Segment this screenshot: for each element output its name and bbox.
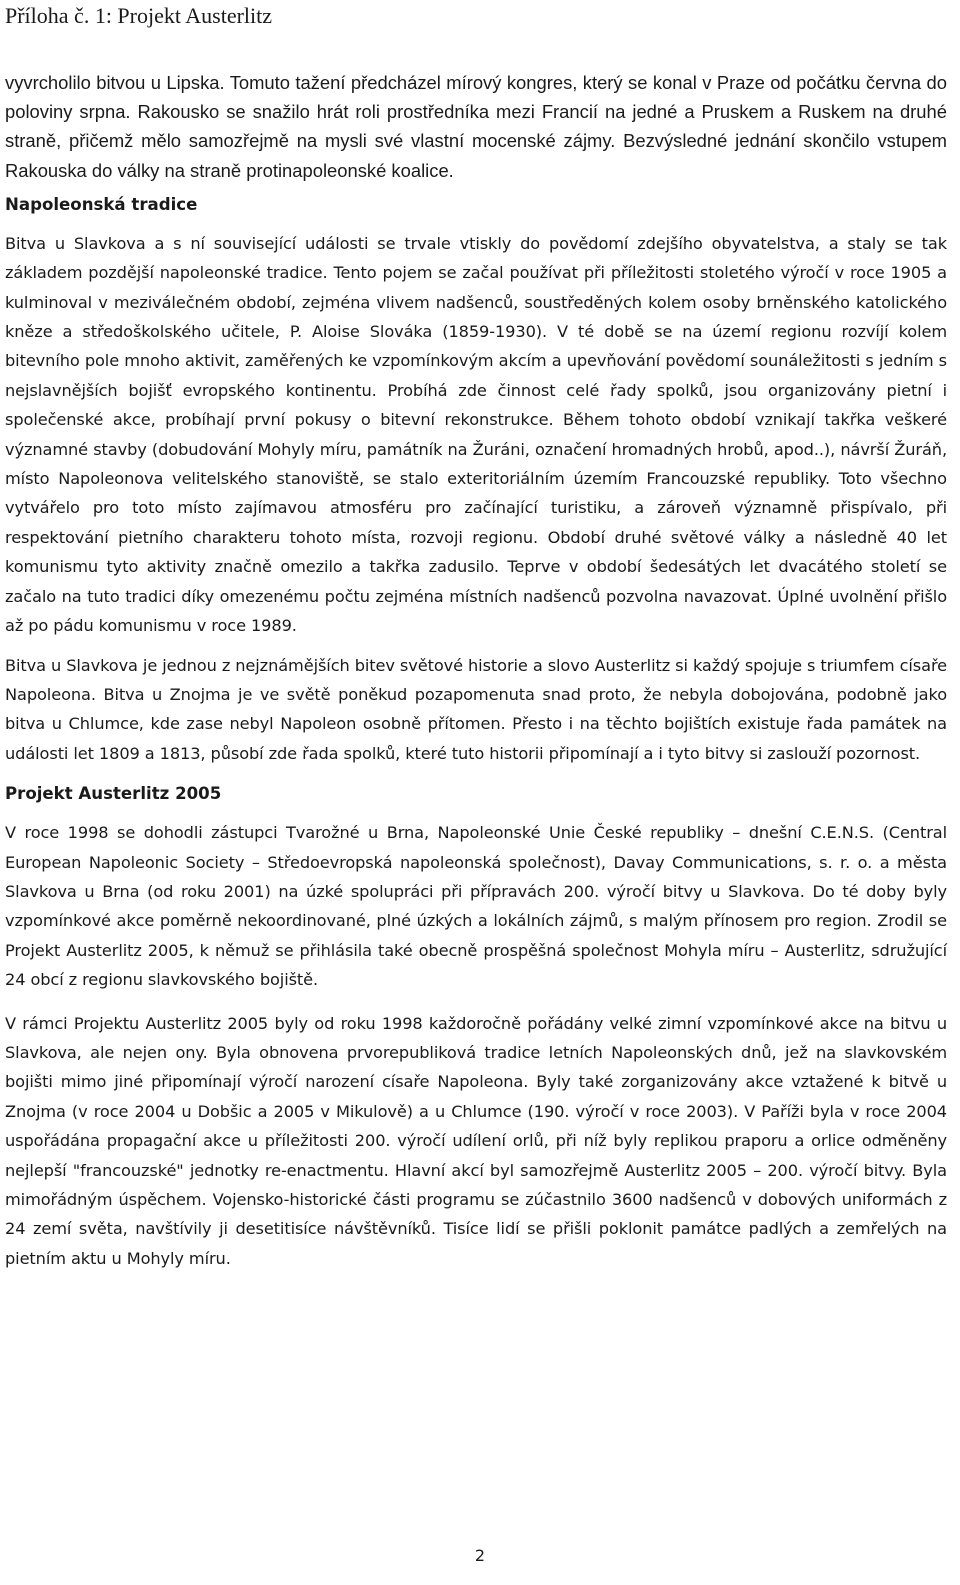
- tradice-paragraph-1: Bitva u Slavkova a s ní související události se trvale vtiskly do povědomí zdejšího obyvatelstva, a staly se tak základem pozdější napoleonské tradice. Tento pojem se začal používat při příležitosti stoletého výročí v roce 1905 a kulminoval v meziválečném období, zejména vlivem nadšenců, soustředěných kolem osoby brněnského katolického kněze a středoškolského učitele, P. Aloise Slováka (1859-1930). V té době se na území regionu rozvíjí kolem bitevního pole mnoho aktivit, zaměřených ke vzpomínkovým akcím a upevňování povědomí sounáležitosti s jedním s nejslavnějších bojišť evropského kontinentu. Probíhá zde činnost celé řady spolků, jsou organizovány pietní i společenské akce, probíhají první pokusy o bitevní rekonstrukce. Během tohoto období vznikají takřka veškeré významné stavby (dobudování Mohyly míru, památník na Žuráni, označení hromadných hrobů, apod..), návrší Žuráň, místo Napoleonova velitelského stanoviště, se stalo exteritoriálním územím Francouzské republiky. Toto všechno vytvářelo pro toto místo zajímavou atmosféru pro začínající turistiku, a zároveň významně přispívalo, při respektování pietního charakteru tohoto místa, rozvoji regionu. Období druhé světové války a následně 40 let komunismu tyto aktivity značně omezilo a takřka zadusilo. Teprve v období šedesátých let dvacátého století se začalo na tuto tradici díky omezenému počtu zejména místních nadšenců pozvolna navazovat. Úplné uvolnění přišlo až po pádu komunismu v roce 1989.: [5, 233, 947, 636]
- projekt-paragraph-1: V roce 1998 se dohodli zástupci Tvarožné u Brna, Napoleonské Unie České republiky – dnešní C.E.N.S. (Central European Napoleonic Society – Středoevropská napoleonská společnost), Davay Communications, s. r. o. a města Slavkova u Brna (od roku 2001) na úzké spolupráci při přípravách 200. výročí bitvy u Slavkova. Do té doby byly vzpomínkové akce poměrně nekoordinované, plné úzkých a lokálních zájmů, s malým přínosem pro region. Zrodil se Projekt Austerlitz 2005, k němuž se přihlásila také obecně prospěšná společnost Mohyla míru – Austerlitz, sdružující 24 obcí z regionu slavkovského bojiště.: [5, 823, 947, 990]
- intro-paragraph: vyvrcholilo bitvou u Lipska. Tomuto tažení předcházel mírový kongres, který se konal v Praze od počátku června do poloviny srpna. Rakousko se snažilo hrát roli prostředníka mezi Francií na jedné a Pruskem a Ruskem na druhé straně, přičemž mělo samozřejmě na mysli své vlastní mocenské zájmy. Bezvýsledné jednání skončilo vstupem Rakouska do války na straně protinapoleonské koalice.: [5, 72, 947, 181]
- document-body: [5, 68, 947, 1273]
- section-heading-napoleonska-tradice: Napoleonská tradice: [5, 194, 198, 214]
- page-number: 2: [474, 1546, 486, 1565]
- page-header-title: Příloha č. 1: Projekt Austerlitz: [5, 3, 273, 28]
- tradice-paragraph-2: Bitva u Slavkova je jednou z nejznámějších bitev světové historie a slovo Austerlitz si každý spojuje s triumfem císaře Napoleona. Bitva u Znojma je ve světě poněkud pozapomenuta snad proto, že nebyla dobojována, podobně jako bitva u Chlumce, kde zase nebyl Napoleon osobně přítomen. Přesto i na těchto bojištích existuje řada památek na události let 1809 a 1813, působí zde řada spolků, které tuto historii připomínají a i tyto bitvy si zaslouží pozornost.: [5, 655, 948, 763]
- projekt-paragraph-2: V rámci Projektu Austerlitz 2005 byly od roku 1998 každoročně pořádány velké zimní vzpomínkové akce na bitvu u Slavkova, ale nejen ony. Byla obnovena prvorepubliková tradice letních Napoleonských dnů, jež na slavkovském bojišti mimo jiné připomínají výročí narození císaře Napoleona. Byly také zorganizovány akce vztažené k bitvě u Znojma (v roce 2004 u Dobšic a 2005 v Mikulově) a u Chlumce (190. výročí v roce 2003). V Paříži byla v roce 2004 uspořádána propagační akce u příležitosti 200. výročí udílení orlů, při níž byly replikou praporu a orlice odměněny nejlepší "francouzské" jednotky re-enactmentu. Hlavní akcí byl samozřejmě Austerlitz 2005 – 200. výročí bitvy. Byla mimořádným úspěchem. Vojensko-historické části programu se zúčastnilo 3600 nadšenců v dobových uniformách z 24 zemí světa, navštívily ji desetitisíce návštěvníků. Tisíce lidí se přišli poklonit památce padlých a zemřelých na pietním aktu u Mohyly míru.: [5, 1013, 947, 1268]
- section-heading-projekt-austerlitz: Projekt Austerlitz 2005: [5, 784, 222, 804]
